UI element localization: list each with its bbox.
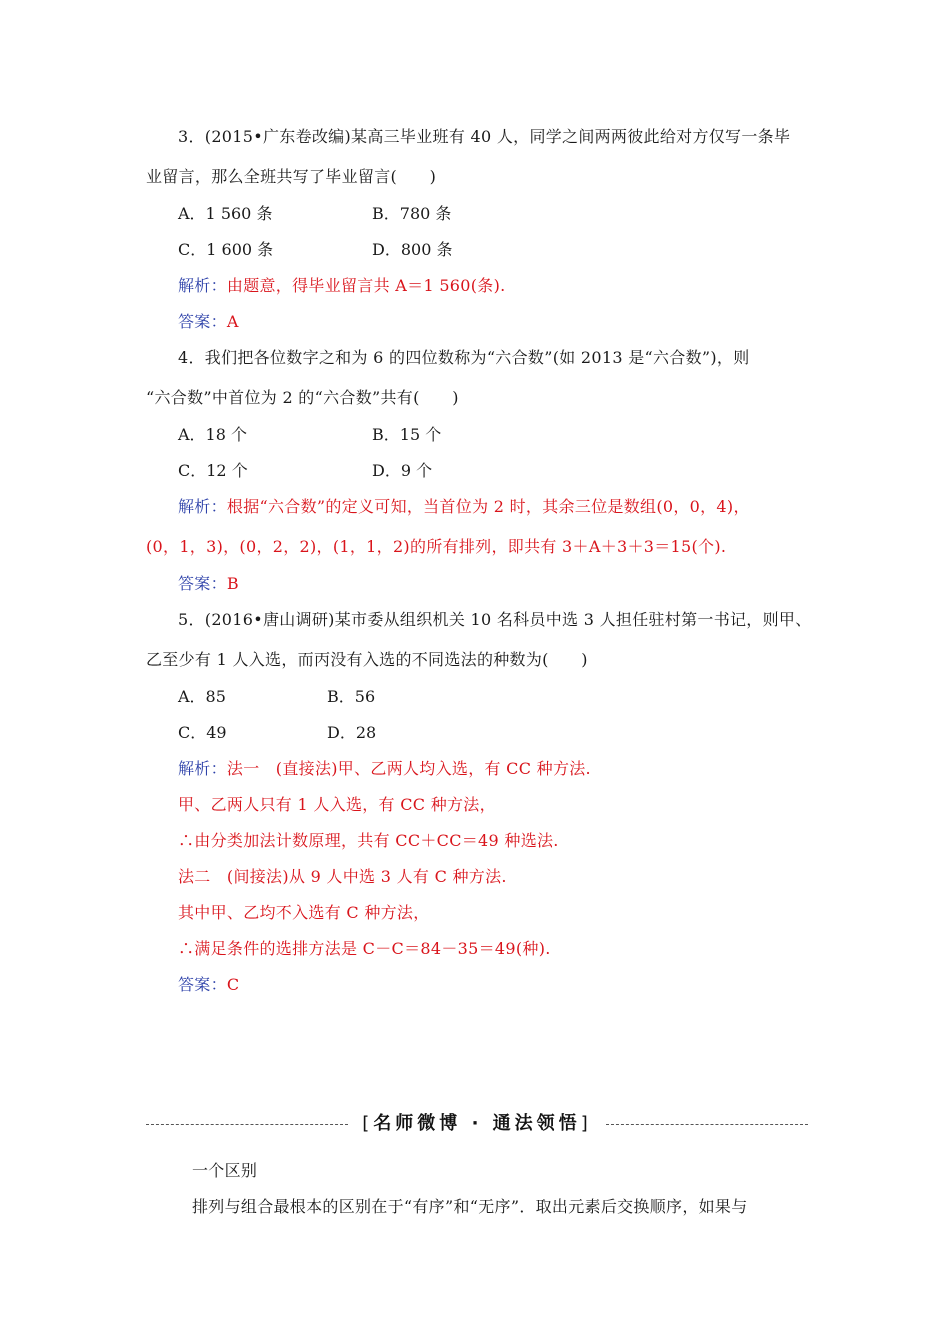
q4-stem-line2: “六合数”中首位为 2 的“六合数”共有( )	[146, 388, 459, 407]
q5-option-c: C．49	[178, 723, 227, 742]
q5-answer-label: 答案：	[178, 975, 227, 994]
q4-option-c: C．12 个	[178, 461, 248, 480]
q3-option-d: D．800 条	[372, 240, 453, 259]
q3-solution-text: 由题意，得毕业留言共 A＝1 560(条).	[226, 276, 506, 295]
q5-solution-line2: 甲、乙两人只有 1 人入选，有 CC 种方法，	[178, 795, 496, 814]
q5-option-b: B．56	[327, 687, 376, 706]
banner-dash-right	[606, 1124, 808, 1125]
q5-solution-line4: 法二 (间接法)从 9 人中选 3 人有 C 种方法.	[178, 867, 507, 886]
section-heading: 一个区别	[192, 1161, 258, 1180]
q5-solution-text1: 法一 (直接法)甲、乙两人均入选，有 CC 种方法.	[226, 759, 591, 778]
q5-solution-line3: ∴由分类加法计数原理，共有 CC＋CC＝49 种选法.	[178, 831, 559, 850]
q5-stem-line2: 乙至少有 1 人入选，而丙没有入选的不同选法的种数为( )	[146, 650, 588, 669]
banner-title: 名师微博 · 通法领悟	[373, 1113, 581, 1134]
q5-option-a: A．85	[178, 687, 226, 706]
q5-solution-line5: 其中甲、乙均不入选有 C 种方法，	[178, 903, 430, 922]
section-banner	[146, 1108, 808, 1140]
q3-answer-value: A	[226, 312, 239, 331]
q3-solution-label: 解析：	[178, 276, 227, 295]
q3-stem-line2: 业留言，那么全班共写了毕业留言( )	[146, 167, 437, 186]
q3-solution	[178, 275, 506, 297]
q4-option-b: B．15 个	[372, 425, 442, 444]
q5-solution-label: 解析：	[178, 759, 227, 778]
q4-solution-line2: (0，1，3)，(0，2，2)，(1，1，2)的所有排列，即共有 3＋A＋3＋3＝15(个).	[146, 537, 727, 556]
q5-answer	[178, 974, 239, 996]
q4-stem-line1: 4．我们把各位数字之和为 6 的四位数称为“六合数”(如 2013 是“六合数”)，则	[178, 348, 750, 367]
q3-answer-label: 答案：	[178, 312, 227, 331]
section-paragraph: 排列与组合最根本的区别在于“有序”和“无序”．取出元素后交换顺序，如果与	[192, 1197, 748, 1216]
q5-option-d: D．28	[327, 723, 377, 742]
q4-option-d: D．9 个	[372, 461, 433, 480]
q4-answer	[178, 573, 239, 595]
q4-solution-text1: 根据“六合数”的定义可知，当首位为 2 时，其余三位是数组(0，0，4)，	[226, 497, 750, 516]
q4-answer-label: 答案：	[178, 574, 227, 593]
q5-stem-line1: 5．(2016•唐山调研)某市委从组织机关 10 名科员中选 3 人担任驻村第一书记，则甲、	[178, 610, 812, 629]
q5-solution-line1	[178, 758, 591, 780]
q4-solution-line1	[178, 496, 750, 518]
banner-dash-left	[146, 1124, 348, 1125]
q4-option-a: A．18 个	[178, 425, 248, 444]
q4-solution-label: 解析：	[178, 497, 227, 516]
q5-answer-value: C	[226, 975, 240, 994]
q3-option-c: C．1 600 条	[178, 240, 274, 259]
q3-option-a: A．1 560 条	[178, 204, 273, 223]
banner-title-box	[350, 1110, 604, 1138]
banner-close-bracket: ]	[580, 1113, 592, 1134]
q3-stem-line1: 3．(2015•广东卷改编)某高三毕业班有 40 人，同学之间两两彼此给对方仅写一条毕	[178, 127, 791, 146]
q5-solution-line6: ∴满足条件的选排方法是 C－C＝84－35＝49(种).	[178, 939, 551, 958]
q3-answer	[178, 311, 239, 333]
q4-answer-value: B	[226, 574, 239, 593]
banner-open-bracket: [	[362, 1113, 374, 1134]
q3-option-b: B．780 条	[372, 204, 452, 223]
